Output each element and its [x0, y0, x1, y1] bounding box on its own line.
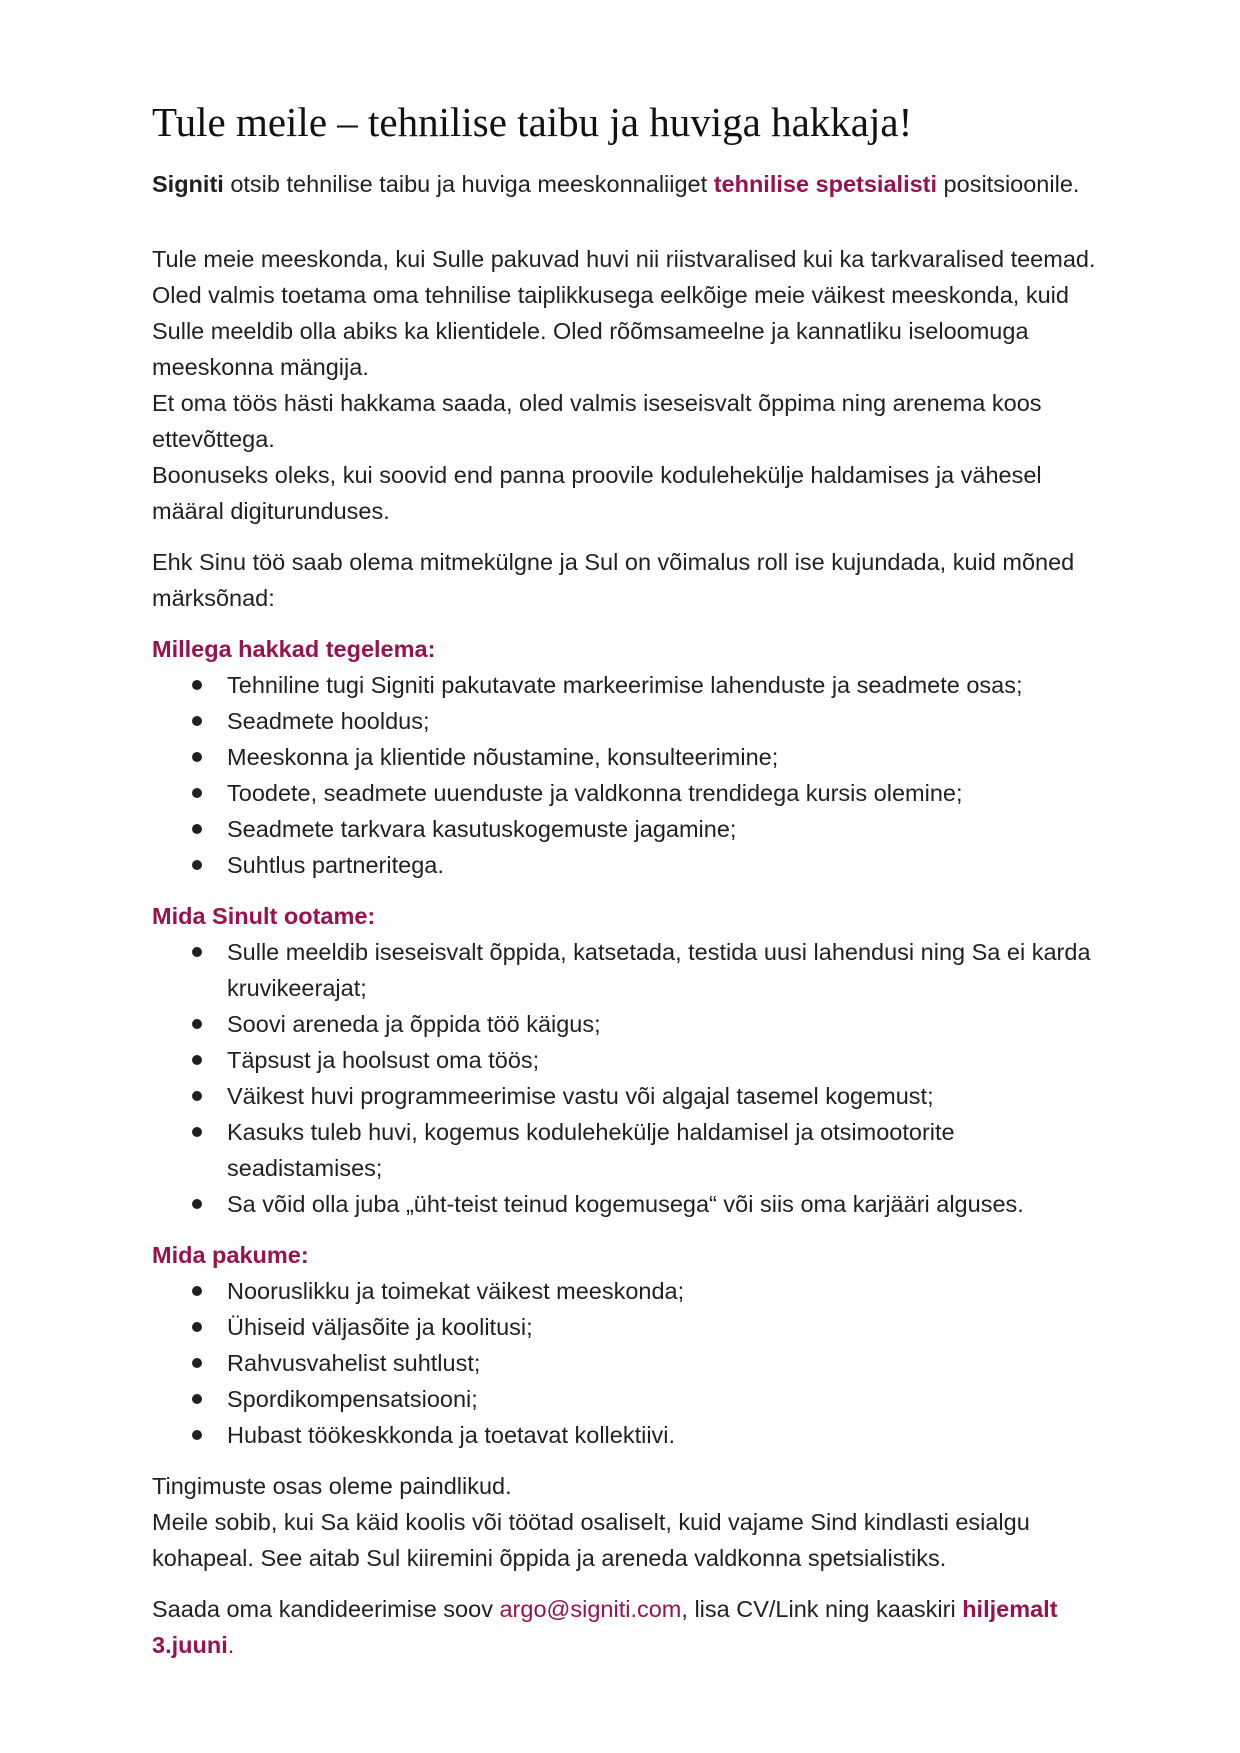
intro-text-before: otsib tehnilise taibu ja huviga meeskonnaliiget	[223, 171, 714, 197]
bullet-icon	[192, 1358, 202, 1368]
section-offer	[152, 1237, 1102, 1453]
list-item	[152, 1273, 1102, 1309]
list-item-text: Kasuks tuleb huvi, kogemus kodulehekülje haldamisel ja otsimootorite seadistamises;	[227, 1119, 955, 1181]
bullet-icon	[192, 1091, 202, 1101]
section-heading: Millega hakkad tegelema:	[152, 636, 436, 662]
list-item	[152, 739, 1102, 775]
conditions-block	[152, 1468, 1102, 1576]
bullet-icon	[192, 1019, 202, 1029]
bullet-icon	[192, 716, 202, 726]
bullet-icon	[192, 1127, 202, 1137]
bullet-icon	[192, 1430, 202, 1440]
list-item-text: Tehniline tugi Signiti pakutavate markeerimise lahenduste ja seadmete osas;	[227, 672, 1023, 698]
apply-text-end: .	[227, 1632, 235, 1658]
bullet-icon	[192, 1199, 202, 1209]
bullet-icon	[192, 824, 202, 834]
apply-text-middle: , lisa CV/Link ning kaaskiri	[681, 1596, 963, 1622]
list-item-text: Sulle meeldib iseseisvalt õppida, katsetada, testida uusi lahendusi ning Sa ei karda kruvikeerajat;	[227, 939, 1091, 1001]
list-item-text: Sa võid olla juba „üht-teist teinud kogemusega“ või siis oma karjääri alguses.	[227, 1191, 1024, 1217]
conditions-paragraph: Tingimuste osas oleme paindlikud.	[152, 1473, 512, 1499]
section-heading: Mida pakume:	[152, 1242, 309, 1268]
list-item-text: Väikest huvi programmeerimise vastu või algajal tasemel kogemust;	[227, 1083, 934, 1109]
list-item	[152, 1042, 1102, 1078]
apply-text-before: Saada oma kandideerimise soov	[152, 1596, 500, 1622]
list-item	[152, 1186, 1102, 1222]
bullet-icon	[192, 1322, 202, 1332]
bullet-icon	[192, 1055, 202, 1065]
job-posting	[152, 96, 1102, 1663]
list-item	[152, 1345, 1102, 1381]
bullet-icon	[192, 947, 202, 957]
list-item	[152, 1381, 1102, 1417]
conditions-paragraph: Meile sobib, kui Sa käid koolis või töötad osaliselt, kuid vajame Sind kindlasti esialgu kohapeal. See aitab Sul kiiremini õppida ja areneda valdkonna spetsialistiks.	[152, 1509, 1030, 1571]
list-item	[152, 703, 1102, 739]
list-item	[152, 934, 1102, 1006]
apply-instructions	[152, 1591, 1102, 1663]
description-paragraph: Et oma töös hästi hakkama saada, oled valmis iseseisvalt õppima ning arenema koos ettevõttega.	[152, 390, 1042, 452]
list-item	[152, 1417, 1102, 1453]
description-paragraph: Boonuseks oleks, kui soovid end panna proovile kodulehekülje haldamises ja vähesel määral digiturunduses.	[152, 462, 1042, 524]
deadline: hiljemalt 3.juuni	[152, 1596, 1058, 1658]
requirements-list	[152, 934, 1102, 1222]
intro-text-after: positsioonile.	[937, 171, 1080, 197]
list-item-text: Seadmete hooldus;	[227, 708, 430, 734]
bullet-icon	[192, 752, 202, 762]
page-title: Tule meile – tehnilise taibu ja huviga hakkaja!	[152, 99, 913, 145]
list-item	[152, 847, 1102, 883]
list-item	[152, 1006, 1102, 1042]
list-item-text: Spordikompensatsiooni;	[227, 1386, 478, 1412]
bullet-icon	[192, 1394, 202, 1404]
bullet-icon	[192, 680, 202, 690]
intro-line	[152, 166, 1102, 202]
list-item-text: Soovi areneda ja õppida töö käigus;	[227, 1011, 601, 1037]
section-responsibilities	[152, 631, 1102, 883]
bullet-icon	[192, 788, 202, 798]
list-item-text: Toodete, seadmete uuenduste ja valdkonna trendidega kursis olemine;	[227, 780, 963, 806]
section-requirements	[152, 898, 1102, 1222]
keywords-intro: Ehk Sinu töö saab olema mitmekülgne ja Sul on võimalus roll ise kujundada, kuid mõned märksõnad:	[152, 549, 1075, 611]
list-item	[152, 811, 1102, 847]
list-item	[152, 667, 1102, 703]
description-paragraph: Tule meie meeskonda, kui Sulle pakuvad huvi nii riistvaralised kui ka tarkvaralised teemad. Oled valmis toetama oma tehnilise taiplikkusega eelkõige meie väikest meeskonda, kuid Sulle meeldib olla abiks ka klientidele. Oled rõõmsameelne ja kannatliku iseloomuga meeskonna mängija.	[152, 246, 1096, 380]
list-item-text: Suhtlus partneritega.	[227, 852, 444, 878]
list-item-text: Täpsust ja hoolsust oma töös;	[227, 1047, 540, 1073]
description-block	[152, 241, 1102, 529]
email-link[interactable]: argo@signiti.com	[499, 1596, 682, 1622]
list-item	[152, 1309, 1102, 1345]
list-item-text: Meeskonna ja klientide nõustamine, konsulteerimine;	[227, 744, 779, 770]
list-item	[152, 775, 1102, 811]
bullet-icon	[192, 860, 202, 870]
list-item-text: Seadmete tarkvara kasutuskogemuste jagamine;	[227, 816, 737, 842]
list-item	[152, 1078, 1102, 1114]
list-item-text: Nooruslikku ja toimekat väikest meeskonda;	[227, 1278, 685, 1304]
offer-list	[152, 1273, 1102, 1453]
list-item-text: Hubast töökeskkonda ja toetavat kollektiivi.	[227, 1422, 676, 1448]
list-item-text: Ühiseid väljasõite ja koolitusi;	[227, 1314, 533, 1340]
section-heading: Mida Sinult ootame:	[152, 903, 376, 929]
responsibilities-list	[152, 667, 1102, 883]
list-item	[152, 1114, 1102, 1186]
bullet-icon	[192, 1286, 202, 1296]
list-item-text: Rahvusvahelist suhtlust;	[227, 1350, 481, 1376]
company-name: Signiti	[152, 171, 224, 197]
position-name: tehnilise spetsialisti	[713, 171, 938, 197]
